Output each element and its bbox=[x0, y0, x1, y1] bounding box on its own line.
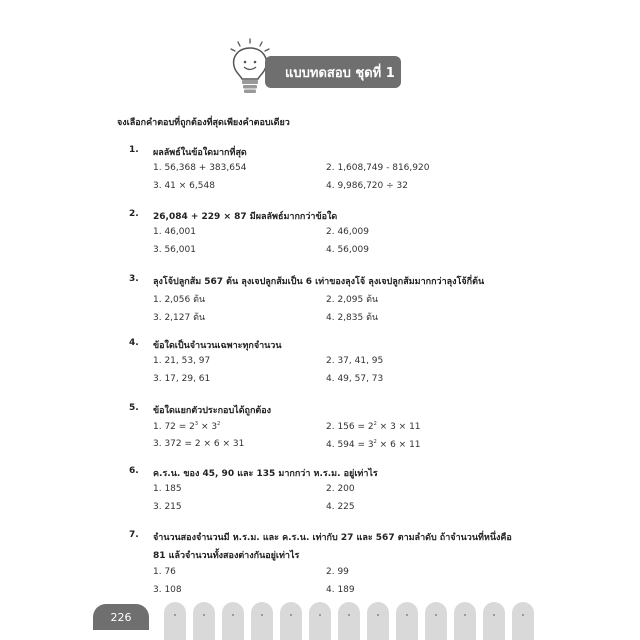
answer-option: 3. 2,127 ต้น bbox=[153, 313, 206, 323]
fence-decoration bbox=[338, 602, 360, 640]
fence-decoration bbox=[425, 602, 447, 640]
answer-option: 4. 9,986,720 ÷ 32 bbox=[326, 181, 408, 191]
answer-option: 1. $72 = 2^3 \times 3^2$ bbox=[153, 421, 221, 432]
answer-option: 1. 21, 53, 97 bbox=[153, 356, 211, 366]
answer-option: 2. 1,608,749 - 816,920 bbox=[326, 163, 430, 173]
question-text: 26,084 + 229 × 87 มีผลลัพธ์มากกว่าข้อใด bbox=[153, 212, 338, 222]
answer-option: 4. 49, 57, 73 bbox=[326, 374, 384, 384]
answer-option: 2. 2,095 ต้น bbox=[326, 295, 379, 305]
question-number: 4. bbox=[129, 338, 139, 348]
answer-option: 3. 215 bbox=[153, 502, 182, 512]
fence-decoration bbox=[164, 602, 186, 640]
answer-option: 1. 56,368 + 383,654 bbox=[153, 163, 247, 173]
page-number: 226 bbox=[93, 604, 149, 630]
fence-decoration bbox=[251, 602, 273, 640]
answer-option: 4. 225 bbox=[326, 502, 355, 512]
answer-option: 2. 46,009 bbox=[326, 227, 369, 237]
fence-decoration bbox=[309, 602, 331, 640]
question-number: 7. bbox=[129, 530, 139, 540]
question-number: 5. bbox=[129, 403, 139, 413]
question-text: ลุงโจ้ปลูกส้ม 567 ต้น ลุงเจปลูกส้มเป็น 6 เท่าของลุงโจ้ ลุงเจปลูกส้มมากกว่าลุงโจ้กี่ต้น bbox=[153, 277, 485, 287]
question-text: ข้อใดเป็นจำนวนเฉพาะทุกจำนวน bbox=[153, 341, 282, 351]
answer-option: 3. 108 bbox=[153, 585, 182, 595]
question-number: 1. bbox=[129, 145, 139, 155]
fence-decoration bbox=[193, 602, 215, 640]
question-text: ค.ร.น. ของ 45, 90 และ 135 มากกว่า ห.ร.ม. อยู่เท่าไร bbox=[153, 469, 378, 479]
fence-decoration bbox=[367, 602, 389, 640]
fence-decoration bbox=[222, 602, 244, 640]
fence-decoration bbox=[280, 602, 302, 640]
answer-option: 1. 46,001 bbox=[153, 227, 196, 237]
answer-option: 2. 99 bbox=[326, 567, 349, 577]
answer-option: 2. 37, 41, 95 bbox=[326, 356, 384, 366]
answer-option: 3. 372 = 2 × 6 × 31 bbox=[153, 439, 245, 449]
answer-option: 4. 2,835 ต้น bbox=[326, 313, 379, 323]
fence-decoration bbox=[396, 602, 418, 640]
question-number: 2. bbox=[129, 209, 139, 219]
page-title bbox=[265, 56, 401, 88]
answer-option: 1. 185 bbox=[153, 484, 182, 494]
answer-option: 3. 56,001 bbox=[153, 245, 196, 255]
answer-option: 3. 17, 29, 61 bbox=[153, 374, 211, 384]
answer-option: 4. $594 = 3^2 \times 6 \times 11$ bbox=[326, 439, 421, 450]
page-title-text: แบบทดสอบ ชุดที่ 1 bbox=[285, 65, 395, 81]
question-number: 3. bbox=[129, 274, 139, 284]
fence-decoration bbox=[512, 602, 534, 640]
question-number: 6. bbox=[129, 466, 139, 476]
answer-option: 1. 2,056 ต้น bbox=[153, 295, 206, 305]
answer-option: 4. 56,009 bbox=[326, 245, 369, 255]
answer-option: 2. 200 bbox=[326, 484, 355, 494]
instruction: จงเลือกคำตอบที่ถูกต้องที่สุดเพียงคำตอบเดียว bbox=[117, 118, 290, 128]
question-text: ข้อใดแยกตัวประกอบได้ถูกต้อง bbox=[153, 406, 272, 416]
question-text: 81 แล้วจำนวนทั้งสองต่างกันอยู่เท่าไร bbox=[153, 551, 300, 561]
answer-option: 3. 41 × 6,548 bbox=[153, 181, 215, 191]
question-text: ผลลัพธ์ในข้อใดมากที่สุด bbox=[153, 148, 247, 158]
question-text: จำนวนสองจำนวนมี ห.ร.ม. และ ค.ร.น. เท่ากับ 27 และ 567 ตามลำดับ ถ้าจำนวนที่หนึ่งคือ bbox=[153, 533, 512, 543]
fence-decoration bbox=[483, 602, 505, 640]
answer-option: 1. 76 bbox=[153, 567, 176, 577]
answer-option: 2. $156 = 2^2 \times 3 \times 11$ bbox=[326, 421, 421, 432]
fence-decoration bbox=[454, 602, 476, 640]
answer-option: 4. 189 bbox=[326, 585, 355, 595]
